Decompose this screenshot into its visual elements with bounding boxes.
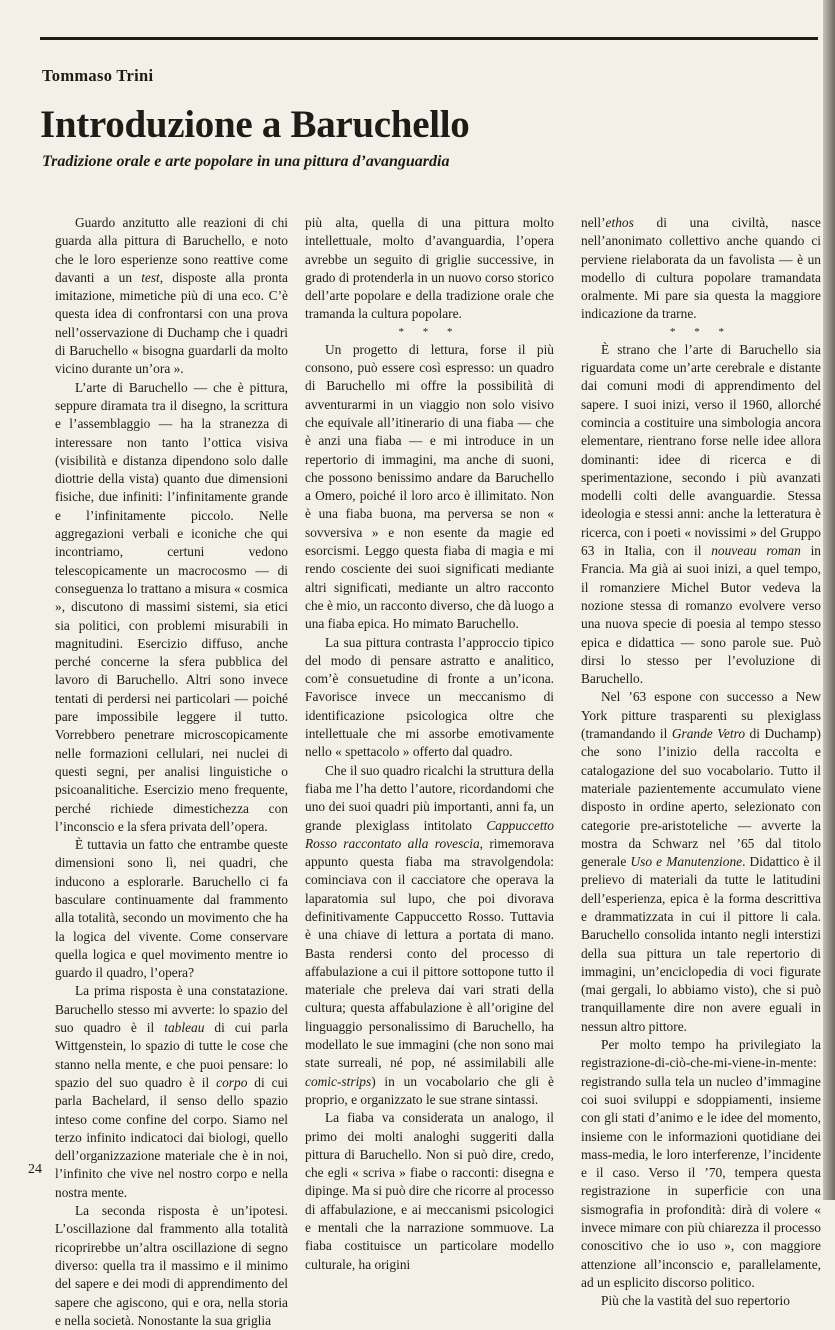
paragraph: Un progetto di lettura, forse il più consono, può essere così espresso: un quadro di Baruchello mi offre la possibilità di avventurarmi in un viaggio non solo visivo che equivale all’itinerario di una fiaba — che è anzi una fiaba — e mi introduce in un repertorio di immagini, ma anche di suoni, che possono benissimo andare da Baruchello a Omero, poiché il loro arco è illimitato. Non è una fiaba buona, ma perversa se non « sovversiva » e non esente da magie ed esorcismi. Leggo questa fiaba di magia e mi rendo cosciente dei suoi significati mediante altri significati, mediante un altro racconto che è mio, un racconto diverso, che dà luogo a una fiaba epica. Ho mimato Baruchello.	[305, 341, 554, 632]
paragraph: È strano che l’arte di Baruchello sia riguardata come un’arte cerebrale e distante dai comuni modi di apprendimento del sapere. I suoi inizi, verso il 1960, allorché comincia a costituire una simbologia ancora elementare, rientrano forse nelle idee allora dominanti: idee di ricerca e di sperimentazione, secondo i più avanzati modelli colti delle avanguardie. Stessa ideologia e stessi anni: anche la letteratura è ricerca, con i poeti « novissimi » del Gruppo 63 in Italia, con il nouveau roman in Francia. Ma già ai suoi inizi, a quel tempo, il romanziere Michel Butor vedeva la nozione stessa di romanzo evolvere verso una nuova specie di poesia al tempo stesso epica e didattica — sono parole sue. Può dirsi lo stesso per l’evoluzione di Baruchello.	[581, 341, 821, 687]
section-separator: * * *	[398, 325, 461, 338]
paragraph: più alta, quella di una pittura molto intellettuale, molto d’avanguardia, l’opera avrebbe un seguito di griglie successive, in grado di protenderla in un nuovo corso storico dell’arte popolare e della tradizione orale che tramanda la cultura popolare.	[305, 215, 554, 322]
article-subtitle: Tradizione orale e arte popolare in una pittura d’avanguardia	[42, 153, 450, 170]
paragraph: È tuttavia un fatto che entrambe queste dimensioni sono lì, nei quadri, che inducono a esplorarle. Baruchello ci fa basculare continuamente dal frammento alla totalità, secondo un movimento che ha la logica del vivente. Come conservare quella logica e quel movimento mentre io guardo il quadro, l’opera?	[55, 837, 288, 981]
paragraph: Guardo anzitutto alle reazioni di chi guarda alla pittura di Baruchello, e noto che le loro esperienze sono reattive come davanti a un test, disposte alla pronta imitazione, mimetiche più di una eco. C’è questa idea di confrontarsi con una prova nell’osservazione di Duchamp che i quadri di Baruchello « bisogna guardarli da molto vicino durante un’ora ».	[55, 215, 288, 377]
paragraph: nell’ethos di una civiltà, nasce nell’anonimato collettivo anche quando ci perviene rielaborata da un favolista — è un modello di cultura popolare tramandata oralmente. Mi pare sia questa la maggiore indicazione da trarne.	[581, 215, 821, 322]
book-spine-shadow	[823, 0, 835, 1200]
text-column-2	[305, 214, 555, 1272]
paragraph: La fiaba va considerata un analogo, il primo dei molti analoghi suggeriti dalla pittura di Baruchello. Non si può dire, credo, che egli « scriva » fiabe o racconti: disegna e dipinge. Ma si può dire che ricorre al processo di affabulazione, e ai meccanismi psicologici e mentali che la narrazione sommuove. La fiaba costituisce un particolare modello culturale, ha origini	[305, 1110, 554, 1272]
article-title: Introduzione a Baruchello	[40, 103, 470, 146]
text-column-3	[581, 214, 822, 1309]
section-separator: * * *	[670, 325, 732, 338]
paragraph: L’arte di Baruchello — che è pittura, seppure diramata tra il disegno, la scrittura e l’assemblaggio — ha la stranezza di interessare non tanto l’ottica visiva (visibilità e distanza dipendono solo dalle diottrie della vista) quanto due dimensioni fisiche, due infiniti: l’infinitamente grande e l’infinitamente piccolo. Nelle aggregazioni verbali e iconiche che qui incontriamo, certuni vedono telescopicamente un macrocosmo — di conseguenza lo trattano a misura « cosmica », discutono di massimi sistemi, sia etici sia politici, con problemi misurabili in magnitudini. Esercizio diffuso, anche perché concerne la sfera pubblica del lavoro di Baruchello. Altri sono invece tentati di perdersi nei particolari — poiché pare impossibile leggere il tutto. Vorrebbero penetrare microscopicamente nelle formazioni cellulari, nei nuclei di questi segni, per analisi linguistiche o psicoanalitiche. Esercizio meno frequente, perché richiede dimestichezza con l’inconscio e la sfera privata dell’opera.	[55, 379, 288, 834]
paragraph: Più che la vastità del suo repertorio	[601, 1293, 790, 1309]
page-number: 24	[28, 1162, 42, 1177]
paragraph: La seconda risposta è un’ipotesi. L’oscillazione dal frammento alla totalità ricoprirebbe un’altra oscillazione di segno diverso: quella tra il massimo e il minimo del sapere e dei modi di apprendimento del sapere che agiscono, qui e ora, nella storia e nella società. Nonostante la sua griglia	[55, 1203, 288, 1328]
paragraph: Che il suo quadro ricalchi la struttura della fiaba me l’ha detto l’autore, ricordandomi che uno dei suoi quadri più importanti, anni fa, un grande plexiglass intitolato Cappuccetto Rosso raccontato alla rovescia, rimemorava appunto questa fiaba ma stravolgendola: cominciava con il cacciatore che operava la laparatomia sul lupo, che poi divorava definitivamente Cappuccetto Rosso. Tuttavia è una chiave di lettura a portata di mano. Basta rendersi conto del processo di affabulazione a cui il pittore sottopone tutto il materiale che preleva dai vari strati della cultura; questa affabulazione è all’origine del linguaggio personalissimo di Baruchello, ha modellato le sue immagini (che non sono mai state surreali, né pop, né assimilabili alle comic-strips) in un vocabolario che gli è proprio, e organizzato le sue strane sintassi.	[305, 762, 555, 1107]
author-name: Tommaso Trini	[42, 66, 154, 85]
top-rule	[40, 37, 818, 40]
paragraph: La prima risposta è una constatazione. Baruchello stesso mi avverte: lo spazio del suo quadro è il tableau di cui parla Wittgenstein, lo spazio di tutte le cose che stanno nella mente, e che puoi pensare: lo spazio del suo quadro è il corpo di cui parla Bachelard, il senso dello spazio inteso come confine del corpo. Siamo nel terzo infinito indicatoci dai biologi, quello dell’organizzazione materiale che è in noi, l’infinito che vive nel nostro corpo e nella nostra mente.	[55, 983, 288, 1200]
paragraph: La sua pittura contrasta l’approccio tipico del modo di pensare astratto e analitico, com’è consuetudine di fronte a un’icona. Favorisce invece un meccanismo di identificazione psicologica oltre che intellettuale che mi assorbe emotivamente nello « spettacolo » offerto dal quadro.	[305, 634, 554, 760]
text-column-1	[55, 214, 288, 1328]
paragraph: Per molto tempo ha privilegiato la registrazione-di-ciò-che-mi-viene-in-mente: registrando sulla tela un nucleo d’immagine coi suoi sviluppi e sdoppiamenti, insieme con gli stati d’animo e le idee del momento, insieme con le informazioni quotidiane dei mass-media, le loro interferenze, l’incidente e il caso. Verso il ’70, tempera questa registrazione in superficie con una sismografia in profondità: dirà di volere « invece mimare con più chiarezza il processo conoscitivo che io uso », con maggiore attenzione all’inconscio e, parallelamente, ad un esplicito discorso politico.	[581, 1037, 821, 1290]
paragraph: Nel ’63 espone con successo a New York pitture trasparenti su plexiglass (tramandando il Grande Vetro di Duchamp) che sono l’inizio della raccolta e catalogazione del suo vocabolario. Tutto il materiale pazientemente accumulato viene disposto in ordine aperto, selezionato con categorie pre-aristoteliche — avverte la mostra da Schwarz nel ’65 dal titolo generale Uso e Manutenzione. Didattico è il prelievo di materiali da tutte le latitudini dell’esperienza, epica è la forma descrittiva e drammatizzata in cui il pittore li cala. Baruchello consolida intanto negli interstizi della sua pittura un tale repertorio di immagini, un’enciclopedia di voci figurate (mai gergali, lo abbiamo visto), che si può tranquillamente dire non avere eguali in nessun altro pittore.	[581, 689, 822, 1034]
